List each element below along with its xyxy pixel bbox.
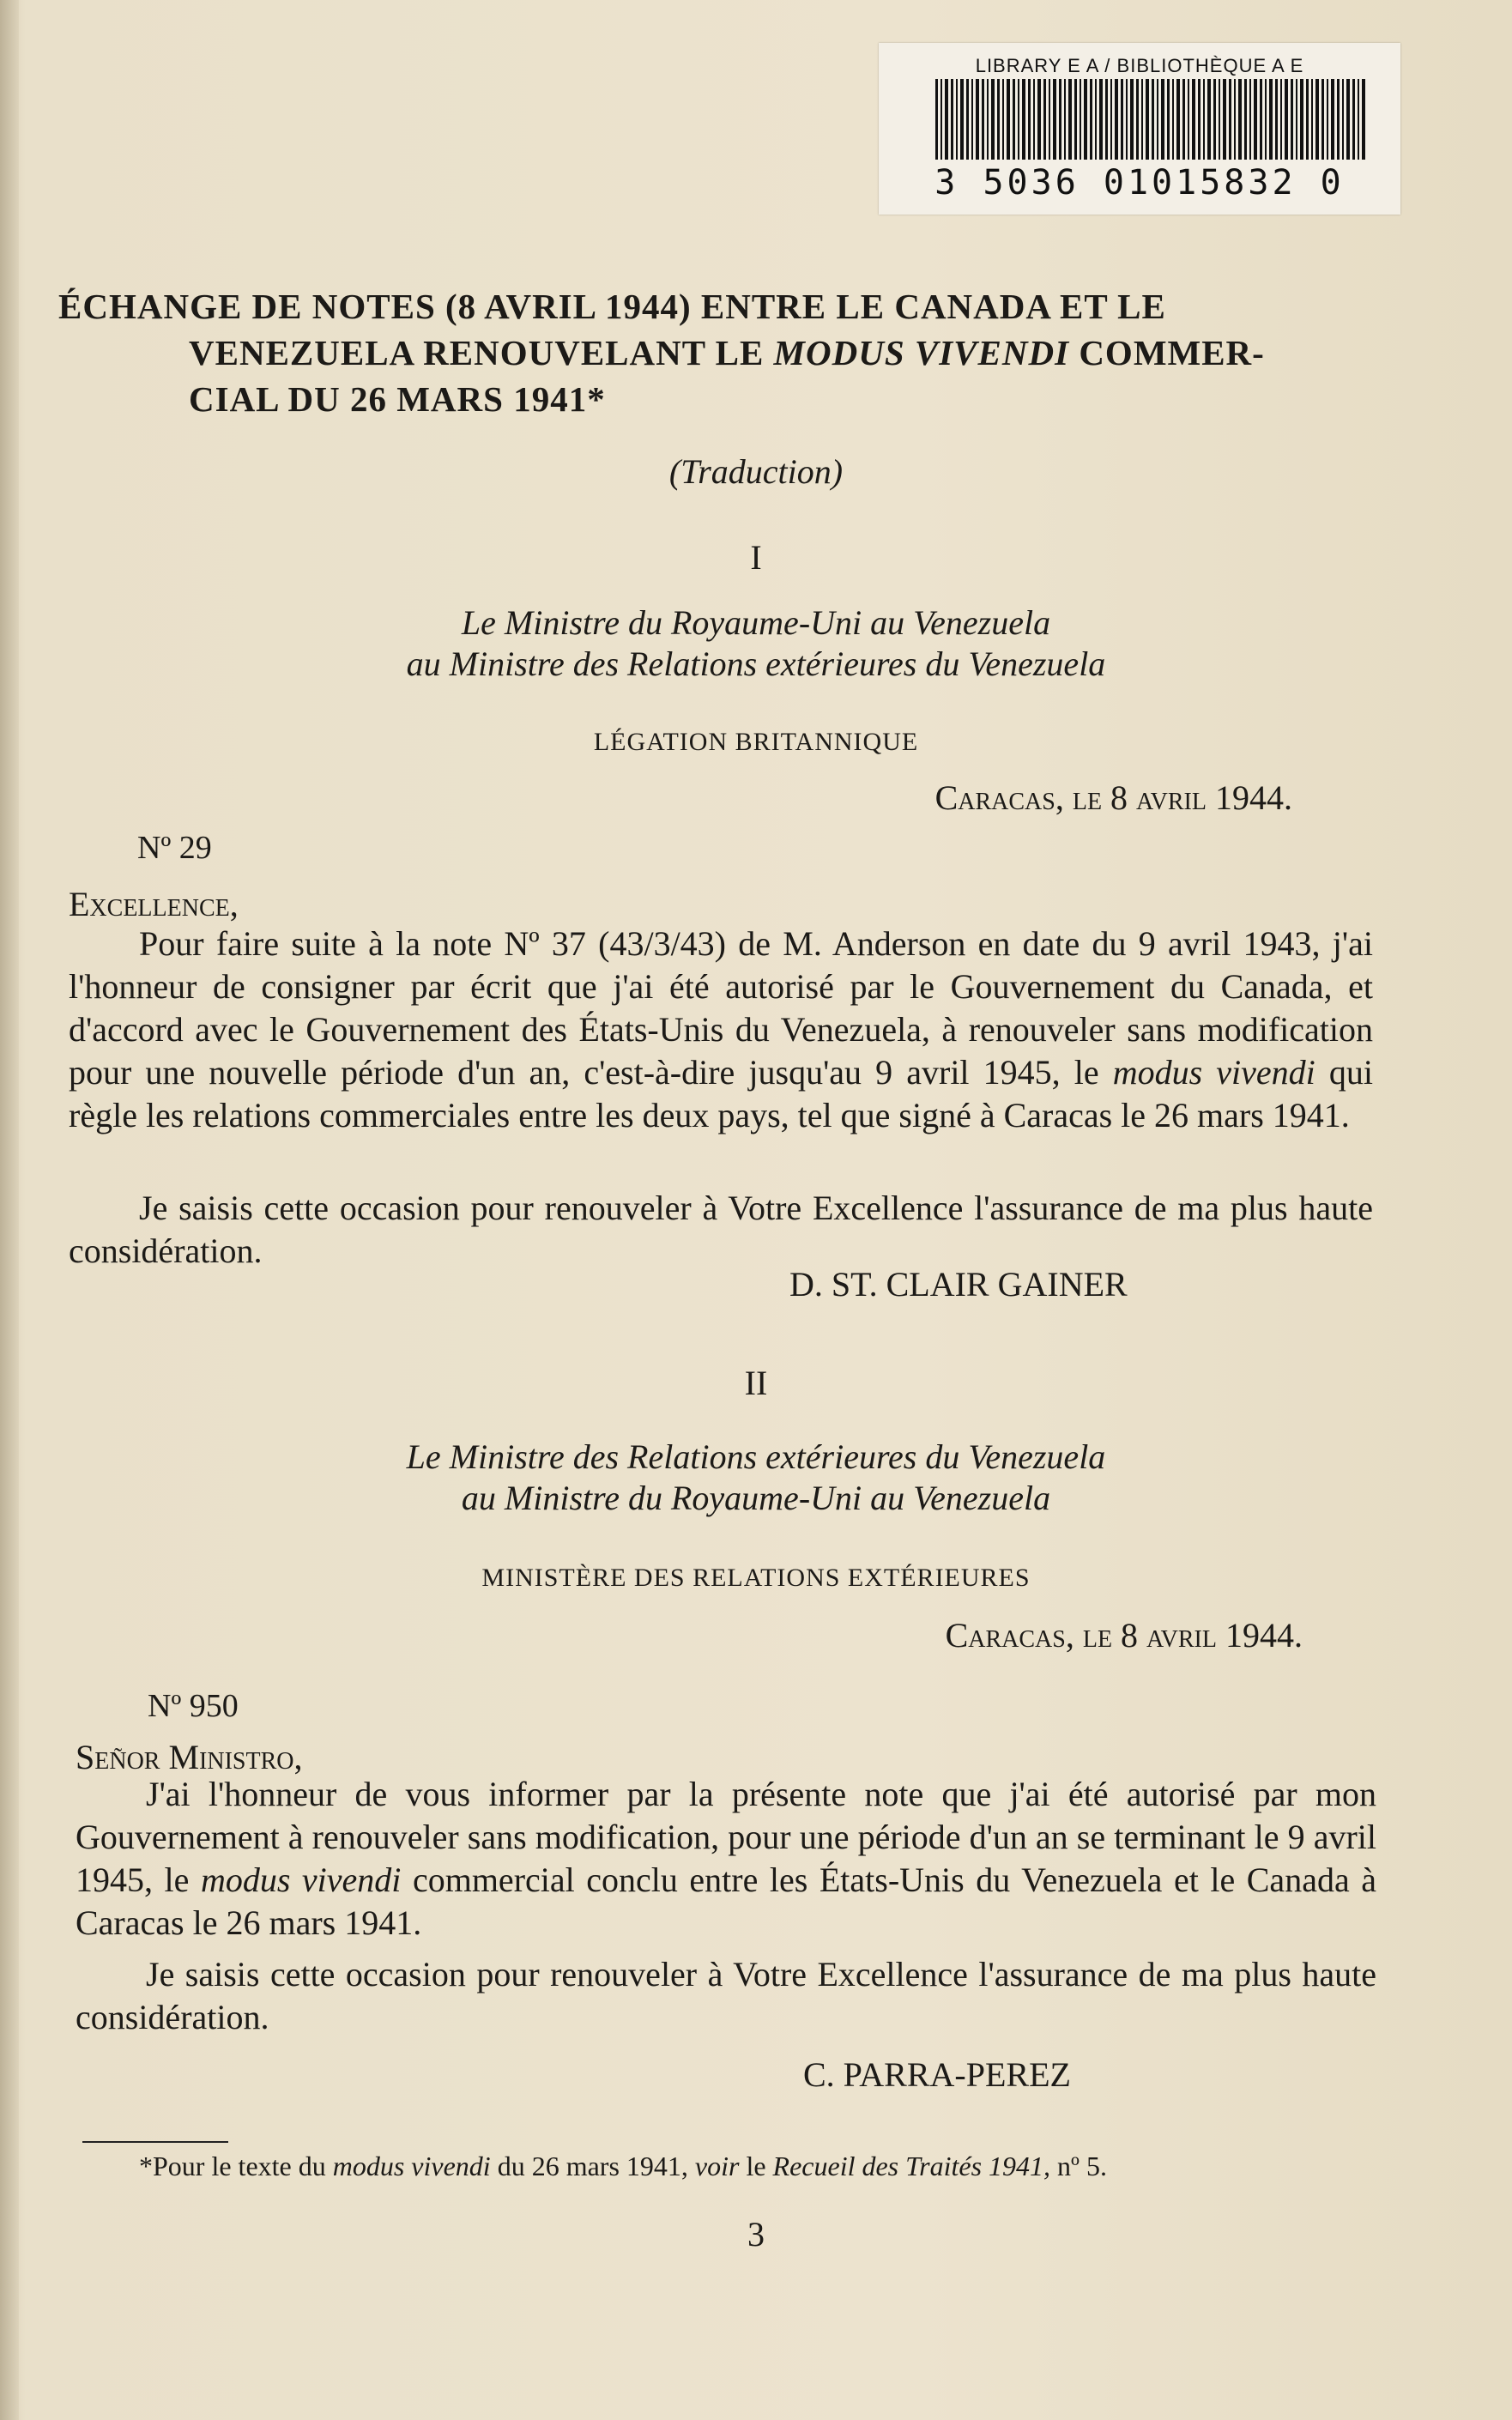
note-1-para-1-text-a: Pour faire suite à la note Nº 37 (43/3/43) de M. Anderson en date du 9 avril 1943, j'ai l'honneur de consigner par écrit que j'ai été autorisé par le Gouvernement du Canada, et d'accord avec le Gouvernement des États-Unis du Venezuela, à renouveler sans modification pour une nouvelle période d'un an, c'est-à-dire jusqu'au 9 avril 1945, le xyxy=(69,924,1373,1092)
title-line-2-text-b: COMMER- xyxy=(1069,333,1265,372)
footnote-italic-1: modus vivendi xyxy=(332,2151,491,2181)
footnote xyxy=(82,2147,1378,2185)
title-line-1: ÉCHANGE DE NOTES (8 AVRIL 1944) ENTRE LE CANADA ET LE xyxy=(58,287,1166,326)
title-line-2 xyxy=(58,330,1363,376)
note-1-para-1-text-b: qui règle les relations commerciales entre les deux pays, tel que signé à Caracas le 26 mars 1941. xyxy=(69,1053,1373,1134)
note-1-to: au Ministre des Relations extérieures du Venezuela xyxy=(406,644,1106,683)
note-2-para-1-text-a: J'ai l'honneur de vous informer par la présente note que j'ai été autorisé par mon Gouvernement à renouveler sans modification, pour une période d'un an se terminant le 9 avril 1945, le xyxy=(76,1775,1376,1899)
footnote-rule xyxy=(82,2141,228,2143)
note-2-numeral: II xyxy=(744,1364,768,1402)
note-2-signature: C. PARRA-PEREZ xyxy=(803,2055,1071,2094)
note-2-from: Le Ministre des Relations extérieures du Venezuela xyxy=(406,1437,1106,1476)
note-1-signature: D. ST. CLAIR GAINER xyxy=(789,1265,1128,1304)
note-1-place-date: Caracas, le 8 avril 1944. xyxy=(934,778,1292,817)
footnote-italic-2: voir xyxy=(694,2151,740,2181)
note-2-number: Nº 950 xyxy=(148,1688,239,1724)
page-number: 3 xyxy=(747,2215,765,2254)
library-label: LIBRARY E A / BIBLIOTHÈQUE A E xyxy=(975,55,1304,76)
note-2-salutation: Señor Ministro, xyxy=(76,1738,303,1776)
note-1-paragraph-2: Je saisis cette occasion pour renouveler à Votre Excellence l'assurance de ma plus haute considération. xyxy=(69,1189,1373,1270)
barcode-number: 3 5036 01015832 0 xyxy=(934,163,1345,203)
document-title xyxy=(58,283,1363,422)
note-1-numeral: I xyxy=(750,538,762,577)
footnote-text-b: du 26 mars 1941, xyxy=(490,2151,695,2181)
note-2-para-1-italic: modus vivendi xyxy=(200,1860,402,1899)
translation-note: (Traduction) xyxy=(668,452,844,491)
note-1-office: LÉGATION BRITANNIQUE xyxy=(593,728,919,756)
page-spine-shadow xyxy=(0,0,19,2420)
note-2-para-1-text-b: commercial conclu entre les États-Unis du Venezuela et le Canada à Caracas le 26 mars 1941. xyxy=(76,1860,1376,1942)
note-2-place-date: Caracas, le 8 avril 1944. xyxy=(945,1616,1303,1655)
footnote-text-c: le xyxy=(739,2151,773,2181)
note-1-salutation: Excellence, xyxy=(69,885,239,923)
note-1-from: Le Ministre du Royaume-Uni au Venezuela xyxy=(461,603,1051,642)
title-line-2-italic: MODUS VIVENDI xyxy=(773,333,1070,372)
library-barcode-sticker xyxy=(879,43,1400,215)
note-2-office: MINISTÈRE DES RELATIONS EXTÉRIEURES xyxy=(481,1564,1031,1592)
note-2-to: au Ministre du Royaume-Uni au Venezuela xyxy=(461,1479,1051,1517)
title-line-3: CIAL DU 26 MARS 1941* xyxy=(189,379,606,419)
footnote-italic-3: Recueil des Traités 1941, xyxy=(772,2151,1051,2181)
note-1-para-1-italic: modus vivendi xyxy=(1112,1053,1315,1092)
footnote-text-a: *Pour le texte du xyxy=(139,2151,333,2181)
note-2-paragraph-2: Je saisis cette occasion pour renouveler à Votre Excellence l'assurance de ma plus haute considération. xyxy=(76,1955,1376,2036)
note-1-paragraph-1 xyxy=(69,923,1373,1137)
title-line-2-text-a: VENEZUELA RENOUVELANT LE xyxy=(189,333,774,372)
note-2-paragraph-1 xyxy=(76,1773,1376,1945)
barcode-icon xyxy=(935,79,1366,160)
footnote-text-d: nº 5. xyxy=(1050,2151,1107,2181)
note-1-number: Nº 29 xyxy=(137,830,212,866)
